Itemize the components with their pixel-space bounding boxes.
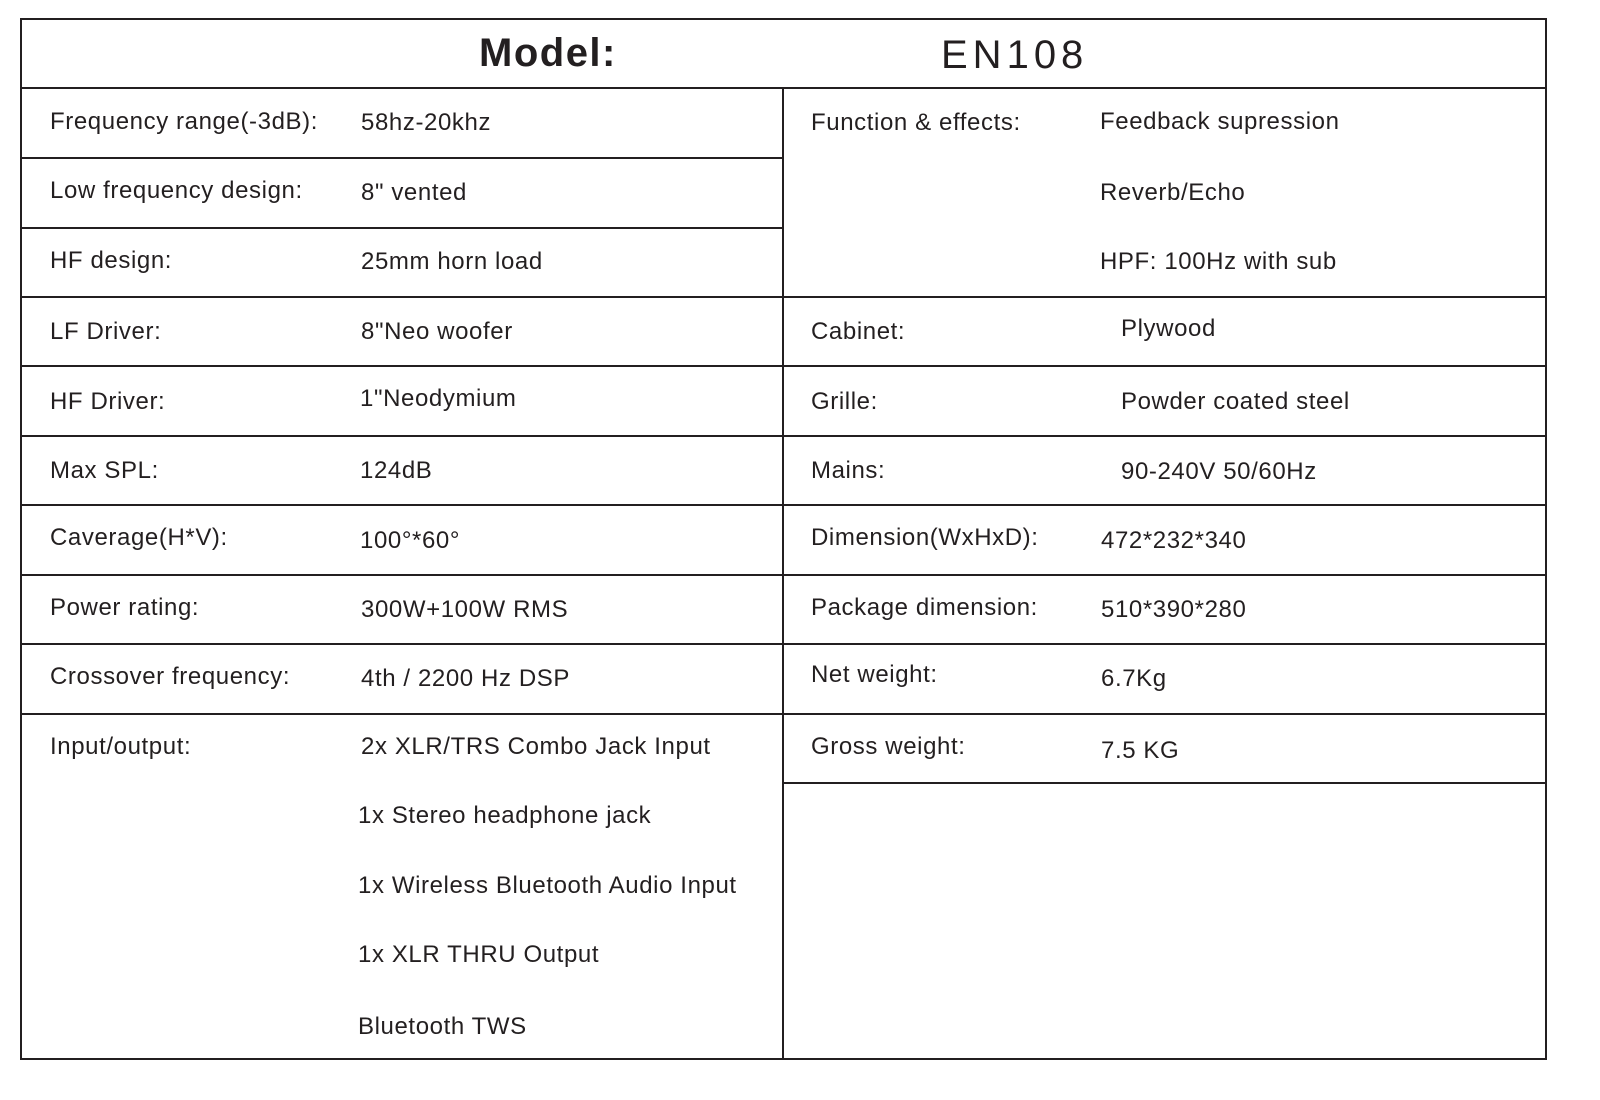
spec-label-gross-weight: Gross weight:	[811, 733, 966, 760]
spec-value-coverage: 100°*60°	[360, 527, 461, 554]
spec-value-mains: 90-240V 50/60Hz	[1121, 458, 1317, 485]
spec-value-lf-driver: 8"Neo woofer	[361, 318, 513, 345]
spec-label-hf-design: HF design:	[50, 247, 173, 274]
function-value-line: Reverb/Echo	[1100, 179, 1246, 206]
io-value-line: 2x XLR/TRS Combo Jack Input	[361, 733, 711, 760]
spec-label-dimension: Dimension(WxHxD):	[811, 524, 1039, 551]
spec-label-grille: Grille:	[811, 388, 878, 415]
spec-label-hf-driver: HF Driver:	[50, 388, 166, 415]
spec-value-package-dimension: 510*390*280	[1101, 596, 1247, 623]
function-value-line: Feedback supression	[1100, 108, 1340, 135]
spec-label-lf-driver: LF Driver:	[50, 318, 162, 345]
spec-value-power-rating: 300W+100W RMS	[361, 596, 569, 623]
spec-label-package-dimension: Package dimension:	[811, 594, 1038, 621]
spec-value-frequency-range: 58hz-20khz	[361, 109, 492, 136]
spec-value-hf-driver: 1"Neodymium	[360, 385, 517, 412]
spec-label-net-weight: Net weight:	[811, 661, 938, 688]
spec-label-frequency-range: Frequency range(-3dB):	[50, 108, 318, 135]
row-divider	[20, 227, 783, 229]
model-value: EN108	[941, 33, 1089, 77]
io-value-line: 1x XLR THRU Output	[358, 941, 600, 968]
spec-value-grille: Powder coated steel	[1121, 388, 1350, 415]
spec-label-function-effects: Function & effects:	[811, 109, 1021, 136]
spec-value-gross-weight: 7.5 KG	[1101, 737, 1180, 764]
spec-value-net-weight: 6.7Kg	[1101, 665, 1167, 692]
spec-value-low-frequency-design: 8" vented	[361, 179, 467, 206]
spec-label-low-frequency-design: Low frequency design:	[50, 177, 303, 204]
function-value-line: HPF: 100Hz with sub	[1100, 248, 1337, 275]
model-label: Model:	[479, 31, 617, 75]
row-divider	[20, 157, 783, 159]
io-value-line: Bluetooth TWS	[358, 1013, 527, 1040]
spec-value-max-spl: 124dB	[360, 457, 433, 484]
spec-value-crossover-frequency: 4th / 2200 Hz DSP	[361, 665, 570, 692]
column-divider	[782, 87, 784, 1060]
spec-label-power-rating: Power rating:	[50, 594, 200, 621]
spec-label-crossover-frequency: Crossover frequency:	[50, 663, 291, 690]
io-value-line: 1x Wireless Bluetooth Audio Input	[358, 872, 737, 899]
spec-label-input-output: Input/output:	[50, 733, 192, 760]
spec-label-coverage: Caverage(H*V):	[50, 524, 228, 551]
spec-label-cabinet: Cabinet:	[811, 318, 906, 345]
io-value-line: 1x Stereo headphone jack	[358, 802, 652, 829]
spec-value-cabinet: Plywood	[1121, 315, 1216, 342]
spec-value-dimension: 472*232*340	[1101, 527, 1247, 554]
spec-label-mains: Mains:	[811, 457, 886, 484]
row-divider	[783, 782, 1547, 784]
spec-label-max-spl: Max SPL:	[50, 457, 159, 484]
spec-value-hf-design: 25mm horn load	[361, 248, 543, 275]
